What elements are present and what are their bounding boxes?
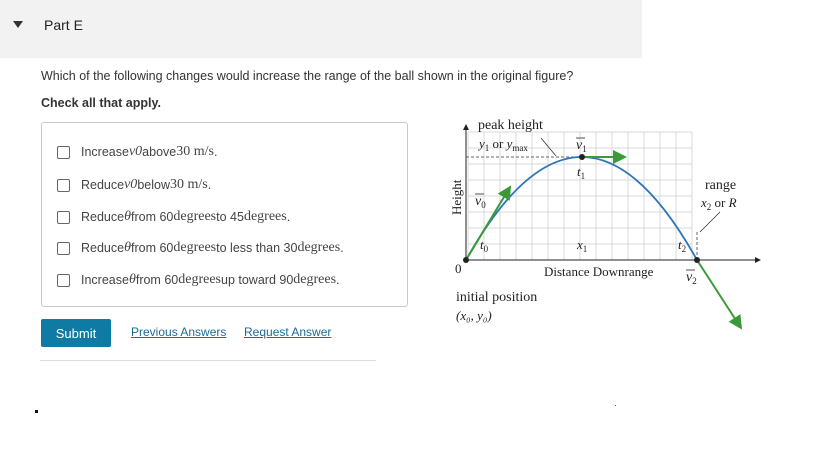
part-title: Part E xyxy=(44,17,83,33)
option-reduce-theta-30[interactable]: Reduce θ from 60 degrees to less than 30 degrees . xyxy=(57,239,344,257)
range-label-leader xyxy=(700,212,720,232)
height-axis-label: Height xyxy=(449,179,464,215)
stray-mark xyxy=(35,410,38,413)
distance-axis-label: Distance Downrange xyxy=(544,264,654,279)
projectile-figure xyxy=(440,112,770,337)
initial-position-coords: (x₀, y₀) xyxy=(456,308,492,323)
previous-answers-link[interactable]: Previous Answers xyxy=(131,325,227,339)
v0-label: $v_0$ xyxy=(475,194,486,210)
question-text: Which of the following changes would increase the range of the ball shown in the original figure? xyxy=(41,69,574,83)
stray-mark xyxy=(615,405,616,406)
origin-label: 0 xyxy=(455,261,462,276)
range-label: range xyxy=(705,178,737,193)
option-reduce-theta-45[interactable]: Reduce θ from 60 degrees to 45 degrees . xyxy=(57,208,290,226)
checkbox[interactable] xyxy=(57,274,70,287)
t2-label: $t_2$ xyxy=(678,237,687,254)
instruction-text: Check all that apply. xyxy=(41,96,161,110)
option-reduce-v0[interactable]: Reduce v0 below 30 m/s . xyxy=(57,176,211,194)
option-increase-v0[interactable]: Increase v0 above 30 m/s . xyxy=(57,143,217,161)
landing-point xyxy=(694,257,700,263)
start-point xyxy=(463,257,469,263)
v2-vector xyxy=(697,260,741,328)
answer-options xyxy=(41,122,408,307)
checkbox[interactable] xyxy=(57,242,70,255)
t0-label: $t_0$ xyxy=(480,237,489,254)
checkbox[interactable] xyxy=(57,146,70,159)
x1-label: $x_1$ xyxy=(577,237,588,254)
divider xyxy=(40,360,376,361)
submit-button[interactable]: Submit xyxy=(41,319,111,347)
collapse-caret-icon[interactable] xyxy=(13,21,23,28)
part-header[interactable] xyxy=(0,0,642,58)
request-answer-link[interactable]: Request Answer xyxy=(244,325,332,339)
v1-label: $v_1$ xyxy=(576,138,587,154)
t1-label: $t_1$ xyxy=(577,164,586,181)
checkbox[interactable] xyxy=(57,179,70,192)
initial-position-label: initial position xyxy=(456,290,538,305)
option-increase-theta-90[interactable]: Increase θ from 60 degrees up toward 90 degrees . xyxy=(57,271,340,289)
range-symbols: $x_2$ or R xyxy=(701,195,737,212)
checkbox[interactable] xyxy=(57,211,70,224)
peak-point xyxy=(579,154,585,160)
peak-height-symbols: $y_1$ or $y_{max}$ xyxy=(479,136,528,153)
v2-label: $v_2$ xyxy=(686,270,697,286)
peak-height-label: peak height xyxy=(478,118,543,133)
